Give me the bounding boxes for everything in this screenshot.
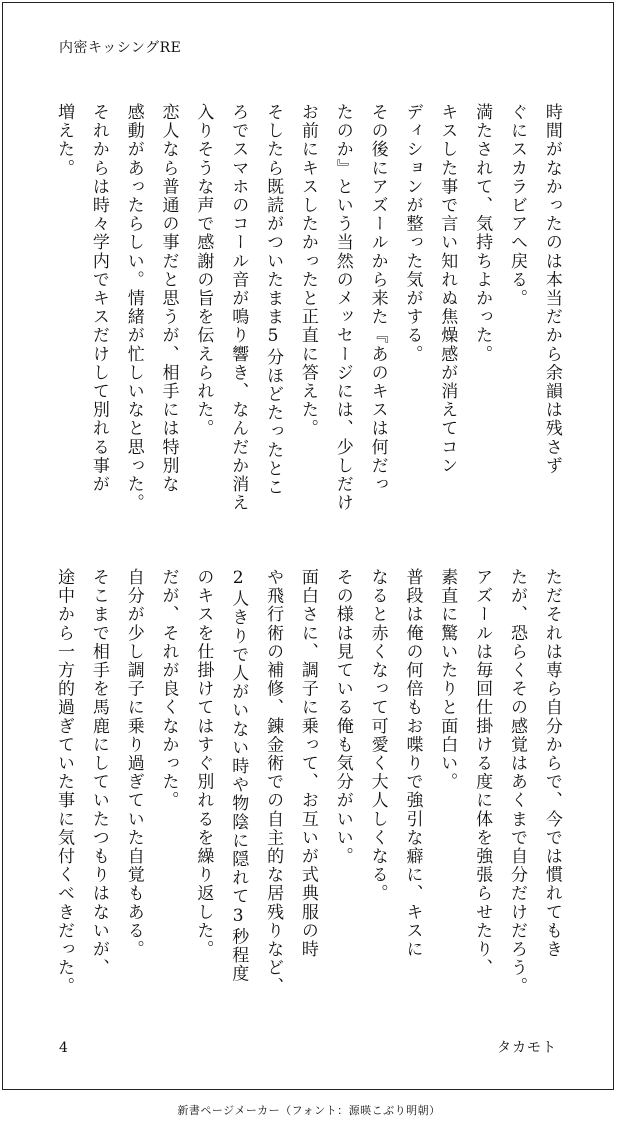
text-line: 普段は俺の何倍もお喋りで強引な癖に、キスに (402, 568, 423, 959)
text-line: ディションが整った気がする。 (402, 103, 423, 364)
text-line: 入りそうな声で感謝の旨を伝えられた。 (193, 103, 214, 438)
text-line: 面白さに、調子に乗って、お互いが式典服の時 (297, 568, 318, 959)
running-header: 内密キッシングRE (59, 40, 182, 56)
text-line: 満たされて、気持ちよかった。 (472, 103, 493, 364)
text-line: だが、それが良くなかった。 (158, 568, 179, 810)
author-name: タカモト (497, 1040, 557, 1056)
text-line: たのか』という当然のメッセージには、少しだけ (332, 103, 353, 513)
text-line: ろでスマホのコール音が鳴り響き、なんだか消え (228, 103, 249, 513)
text-line: ただそれは専ら自分からで、今では慣れてもき (541, 568, 562, 959)
text-line: なると赤くなって可愛く大人しくなる。 (367, 568, 388, 903)
text-line: それからは時々学内でキスだけして別れる事が (88, 103, 109, 494)
page-number: 4 (59, 1040, 68, 1056)
text-line: お前にキスしたかったと正直に答えた。 (297, 103, 318, 438)
text-line: アズールは毎回仕掛ける度に体を強張らせたり、 (472, 568, 493, 978)
page-frame (2, 2, 614, 1090)
text-line: 時間がなかったのは本当だから余韻は残さず (541, 103, 562, 475)
text-line: ぐにスカラビアへ戻る。 (506, 103, 527, 308)
generator-credit: 新書ページメーカー（フォント：源暎こぶり明朝） (177, 1104, 441, 1117)
text-line: のキスを仕掛けてはすぐ別れるを繰り返した。 (193, 568, 214, 959)
text-line: 感動があったらしい。情緒が忙しいなと思った。 (123, 103, 144, 513)
text-line: 自分が少し調子に乗り過ぎていた自覚もある。 (123, 568, 144, 959)
text-line: キスした事で言い知れぬ焦燥感が消えてコン (437, 103, 458, 475)
text-block-top (51, 103, 565, 528)
text-block-bottom (51, 568, 565, 996)
text-line: その後にアズールから来た『あのキスは何だっ (367, 103, 388, 494)
text-line: 増えた。 (54, 103, 74, 178)
text-line: たが、恐らくその感覚はあくまで自分だけだろう。 (506, 568, 527, 996)
text-line: や飛行術の補修、錬金術での自主的な居残りなど、 (263, 568, 284, 996)
text-line: 恋人なら普通の事だと思うが、相手には特別な (158, 103, 179, 494)
text-line: そこまで相手を馬鹿にしていたつもりはないが、 (88, 568, 109, 978)
text-line: そしたら既読がついたまま5分ほどたったとこ (263, 103, 284, 497)
text-line: 2人きりで人がいない時や物陰に隠れて3秒程度 (228, 568, 249, 984)
text-line: 素直に驚いたりと面白い。 (437, 568, 458, 792)
text-line: その様は見ている俺も気分がいい。 (332, 568, 353, 866)
text-line: 途中から一方的過ぎていた事に気付くべきだった。 (54, 568, 74, 996)
